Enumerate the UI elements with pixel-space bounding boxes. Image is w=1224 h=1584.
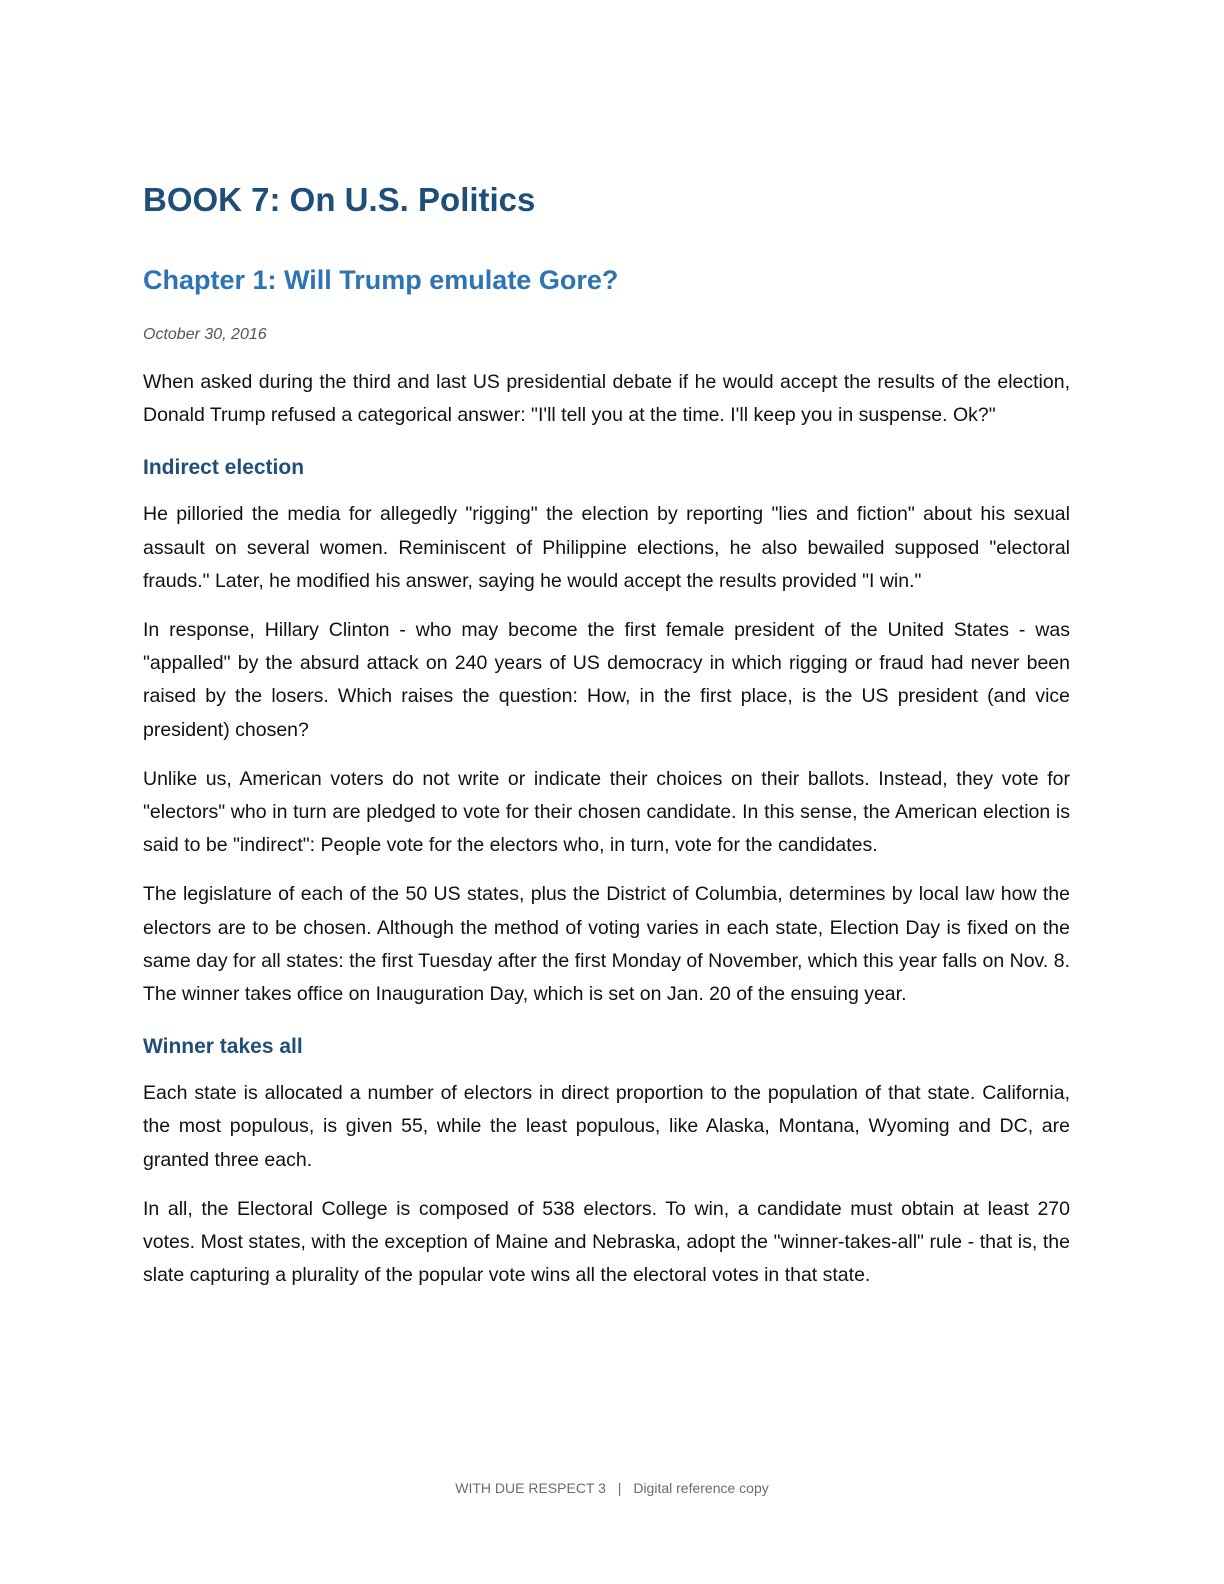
section-heading-winner-takes-all: Winner takes all — [143, 1035, 303, 1059]
intro-paragraph: When asked during the third and last US presidential debate if he would accept the results of the election, Donald Trump refused a categorical answer: "I'll tell you at the time. I'll keep you in suspense. Ok?" — [143, 371, 1070, 427]
page-content — [143, 178, 1070, 1292]
body-paragraph: The legislature of each of the 50 US states, plus the District of Columbia, determines by local law how the electors are to be chosen. Although the method of voting varies in each state, Election Day is fixed on the same day for all states: the first Tuesday after the first Monday of November, which this year falls on Nov. 8. The winner takes office on Inauguration Day, which is set on Jan. 20 of the ensuing year. — [143, 883, 1070, 1006]
section-heading-indirect-election: Indirect election — [143, 456, 305, 480]
body-paragraph: He pilloried the media for allegedly "rigging" the election by reporting "lies and fiction" about his sexual assault on several women. Reminiscent of Philippine elections, he also bewailed supposed "electoral frauds." Later, he modified his answer, saying he would accept the results provided "I win." — [143, 503, 1070, 592]
body-paragraph: Each state is allocated a number of electors in direct proportion to the population of that state. California, the most populous, is given 55, while the least populous, like Alaska, Montana, Wyoming and DC, are granted three each. — [143, 1082, 1070, 1171]
footer-note: Digital reference copy — [633, 1480, 769, 1496]
book-title: BOOK 7: On U.S. Politics — [143, 181, 536, 218]
publication-date: October 30, 2016 — [143, 326, 267, 343]
page-footer — [0, 1478, 1224, 1498]
body-paragraph: Unlike us, American voters do not write or indicate their choices on their ballots. Instead, they vote for "electors" who in turn are pledged to vote for their chosen candidate. In this sense, the American election is said to be "indirect": People vote for the electors who, in turn, vote for the candidates. — [143, 767, 1070, 857]
footer-book-name: WITH DUE RESPECT 3 — [455, 1480, 606, 1496]
body-paragraph: In response, Hillary Clinton - who may become the first female president of the United States - was "appalled" by the absurd attack on 240 years of US democracy in which rigging or fraud had never been raised by the losers. Which raises the question: How, in the first place, is the US president (and vice president) chosen? — [143, 619, 1070, 741]
chapter-title: Chapter 1: Will Trump emulate Gore? — [143, 265, 619, 295]
footer-separator: | — [617, 1480, 622, 1496]
body-paragraph: In all, the Electoral College is composed of 538 electors. To win, a candidate must obtain at least 270 votes. Most states, with the exception of Maine and Nebraska, adopt the "winner-takes-all" rule - that is, the slate capturing a plurality of the popular vote wins all the electoral votes in that state. — [143, 1197, 1070, 1287]
